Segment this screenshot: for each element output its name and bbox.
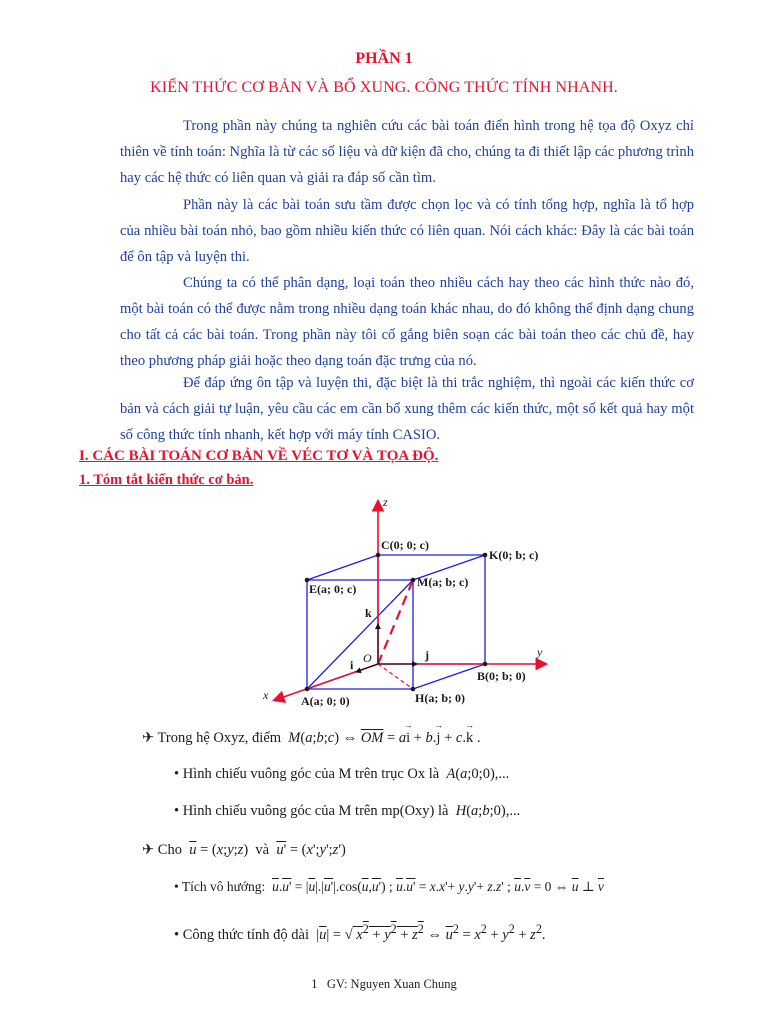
length-formula-line: • Công thức tính độ dài $|\overline{u}|$ = √ $x^2 + y^2 + z^2$ ⇔ $\overline{u}^2 = x^2 + y^2 + z^2$. — [174, 922, 546, 943]
coordinate-box-diagram — [255, 492, 565, 712]
subsection-heading: 1. Tóm tắt kiến thức cơ bản. — [79, 472, 254, 488]
page-footer — [0, 977, 768, 992]
point-B-label: B(0; b; 0) — [477, 669, 526, 683]
unit-vector-j-label: j — [425, 648, 429, 662]
axis-y-label: y — [537, 645, 543, 659]
section-heading: I. CÁC BÀI TOÁN CƠ BẢN VỀ VÉC TƠ VÀ TỌA ĐỘ. — [79, 448, 439, 464]
point-C-label: C(0; 0; c) — [381, 538, 429, 552]
axis-z-label: z — [383, 495, 388, 509]
part-subtitle: KIẾN THỨC CƠ BẢN VÀ BỔ XUNG. CÔNG THỨC TÍNH NHANH. — [150, 79, 618, 96]
intro-paragraph-4: Để đáp ứng ôn tập và luyện thi, đặc biệt là thi trắc nghiệm, thì ngoài các kiến thức cơ bản và cách giải tự luận, yêu cầu các em cần bổ xung thêm các kiến thức, một số kết quả hay một số công thức tính nhanh, kết hợp với máy tính CASIO. — [120, 375, 694, 443]
projection-oxy-line: • Hình chiếu vuông góc của M trên mp(Oxy) là H(a;b;0),... — [174, 803, 521, 819]
vectors-definition-line: ✈ Cho $\overline{u}$ = (x;y;z) và u' = (x';y';z') — [142, 842, 346, 858]
point-E-label: E(a; 0; c) — [309, 582, 357, 596]
point-H-label: H(a; b; 0) — [415, 691, 465, 705]
dot-product-line: • Tích vô hướng: $\overline{u}.u' = |\overline{u}|.|u'|.\cos(\overline{u},u')$ ; $\overline{u}.u' = x.x'+ y.y'+ z.z'$ ; $\overline{u}.\overline{v} = 0$ ⇔ $\overline{u}$ ⊥ $\overline{v}$ — [174, 879, 604, 894]
point-M-label: M(a; b; c) — [417, 575, 469, 589]
arrow-bullet-icon: ✈ — [142, 842, 155, 858]
point-K-label: K(0; b; c) — [489, 548, 539, 562]
part-title: PHẦN 1 — [355, 50, 413, 67]
intro-paragraph-3: Chúng ta có thể phân dạng, loại toán theo nhiều cách hay theo các hình thức nào đó, một bài toán có thể được nằm trong nhiều dạng toán khác nhau, do đó không thể định dạng chung cho tất cả các bài toán. Trong phần này tôi cố gắng biên soạn các bài toán theo các chủ đề, hay theo phương pháp giải hoặc theo dạng toán đặc trưng của nó. — [120, 275, 694, 369]
unit-vector-i-label: i — [350, 658, 354, 672]
intro-paragraph-2: Phần này là các bài toán sưu tầm được chọn lọc và có tính tổng hợp, nghĩa là tổ hợp của nhiều bài toán nhỏ, bao gồm nhiều kiến thức có liên quan. Nói cách khác: Đây là các bài toán để ôn tập và luyện thi. — [120, 197, 694, 265]
point-A-label: A(a; 0; 0) — [301, 694, 350, 708]
arrow-bullet-icon: ✈ — [142, 730, 155, 746]
intro-paragraph-1: Trong phần này chúng ta nghiên cứu các bài toán điển hình trong hệ tọa độ Oxyz chỉ thiên về tính toán: Nghĩa là từ các số liệu và dữ kiện đã cho, chúng ta đi thiết lập các phương trình hay các hệ thức có liên quan và giải ra đáp số cần tìm. — [120, 118, 694, 186]
axis-x-label: x — [263, 688, 269, 702]
unit-vector-k-label: k — [365, 606, 372, 620]
page-number: 1 — [311, 977, 318, 991]
projection-ox-line: • Hình chiếu vuông góc của M trên trục Ox là A(a;0;0),... — [174, 766, 510, 782]
author-name: GV: Nguyen Xuan Chung — [326, 977, 457, 991]
formula-om-line: ✈ Trong hệ Oxyz, điểm M(a;b;c) ⇔ $\overline{OM} = a\to i + b.\to j + c.\to k$ . — [142, 730, 480, 747]
origin-label: O — [363, 651, 372, 665]
